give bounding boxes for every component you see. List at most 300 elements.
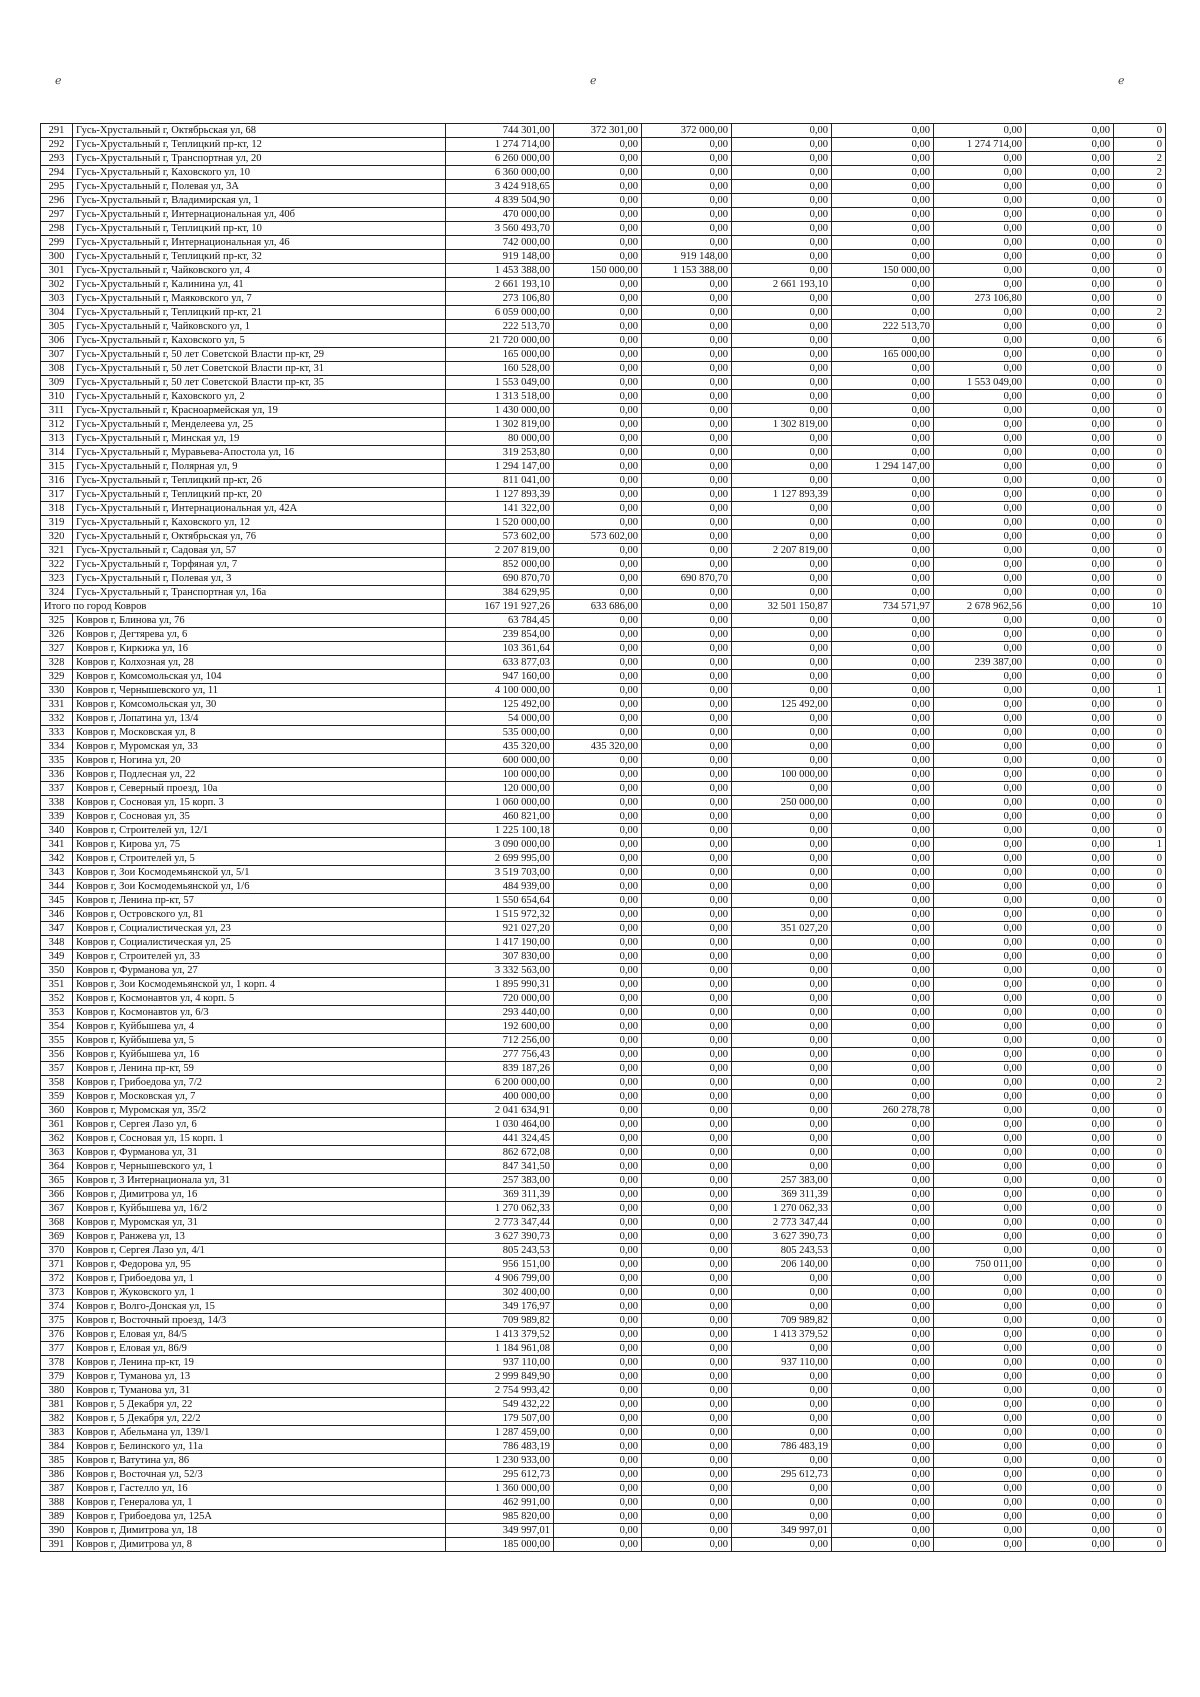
amount-col-3-cell: 0,00 [732,432,832,446]
row-number-cell: 300 [41,250,73,264]
total-amount-cell: 2 999 849,90 [446,1370,554,1384]
amount-col-1-cell: 0,00 [554,1160,642,1174]
amount-col-5-cell: 0,00 [934,334,1026,348]
row-number-cell: 331 [41,698,73,712]
amount-col-4-cell: 0,00 [832,1062,934,1076]
amount-col-2-cell: 0,00 [642,1272,732,1286]
amount-col-1-cell: 0,00 [554,502,642,516]
row-number-cell: 376 [41,1328,73,1342]
amount-col-5-cell: 0,00 [934,908,1026,922]
row-number-cell: 322 [41,558,73,572]
amount-col-5-cell: 0,00 [934,1230,1026,1244]
amount-col-1-cell: 0,00 [554,1496,642,1510]
count-cell: 0 [1114,1132,1166,1146]
amount-col-3-cell: 0,00 [732,502,832,516]
row-number-cell: 342 [41,852,73,866]
amount-col-3-cell: 0,00 [732,754,832,768]
amount-col-3-cell: 0,00 [732,362,832,376]
table-row [41,292,1166,306]
amount-col-3-cell: 709 989,82 [732,1314,832,1328]
amount-col-5-cell: 0,00 [934,1034,1026,1048]
row-number-cell: 324 [41,586,73,600]
count-cell: 0 [1114,992,1166,1006]
amount-col-3-cell: 0,00 [732,558,832,572]
total-amount-cell: 273 106,80 [446,292,554,306]
amount-col-3-cell: 0,00 [732,1006,832,1020]
amount-col-4-cell: 0,00 [832,978,934,992]
total-amount-cell: 1 030 464,00 [446,1118,554,1132]
amount-col-6-cell: 0,00 [1026,950,1114,964]
address-cell: Ковров г, Куйбышева ул, 16/2 [73,1202,446,1216]
amount-col-1-cell: 573 602,00 [554,530,642,544]
amount-col-2-cell: 0,00 [642,530,732,544]
amount-col-4-cell: 0,00 [832,1342,934,1356]
row-number-cell: 360 [41,1104,73,1118]
amount-col-2-cell: 0,00 [642,362,732,376]
amount-col-5-cell: 0,00 [934,544,1026,558]
amount-col-6-cell: 0,00 [1026,614,1114,628]
amount-col-6-cell: 0,00 [1026,418,1114,432]
amount-col-6-cell: 0,00 [1026,1104,1114,1118]
total-amount-cell: 6 059 000,00 [446,306,554,320]
address-cell: Ковров г, Муромская ул, 31 [73,1216,446,1230]
amount-col-2-cell: 0,00 [642,698,732,712]
amount-col-2-cell: 0,00 [642,306,732,320]
amount-col-3-cell: 0,00 [732,684,832,698]
total-amount-cell: 295 612,73 [446,1468,554,1482]
amount-col-2-cell: 1 153 388,00 [642,264,732,278]
amount-col-5-cell: 0,00 [934,880,1026,894]
amount-col-5-cell: 0,00 [934,1202,1026,1216]
row-number-cell: 310 [41,390,73,404]
address-cell: Ковров г, Грибоедова ул, 7/2 [73,1076,446,1090]
address-cell: Гусь-Хрустальный г, Калинина ул, 41 [73,278,446,292]
amount-col-6-cell: 0,00 [1026,1342,1114,1356]
total-amount-cell: 573 602,00 [446,530,554,544]
address-cell: Ковров г, Сосновая ул, 15 корп. 1 [73,1132,446,1146]
amount-col-3-cell: 0,00 [732,1132,832,1146]
amount-col-1-cell: 0,00 [554,1384,642,1398]
address-cell: Гусь-Хрустальный г, Садовая ул, 57 [73,544,446,558]
amount-col-3-cell: 0,00 [732,208,832,222]
amount-col-4-cell: 0,00 [832,908,934,922]
amount-col-1-cell: 0,00 [554,726,642,740]
amount-col-2-cell: 0,00 [642,1006,732,1020]
scan-marks [0,74,1200,88]
amount-col-1-cell: 0,00 [554,698,642,712]
amount-col-5-cell: 0,00 [934,670,1026,684]
amount-col-5-cell: 0,00 [934,432,1026,446]
address-cell: Гусь-Хрустальный г, Транспортная ул, 16а [73,586,446,600]
total-amount-cell: 921 027,20 [446,922,554,936]
count-cell: 0 [1114,502,1166,516]
amount-col-3-cell: 349 997,01 [732,1524,832,1538]
table-row [41,1020,1166,1034]
amount-col-3-cell: 0,00 [732,978,832,992]
amount-col-2-cell: 0,00 [642,936,732,950]
amount-col-5-cell: 0,00 [934,964,1026,978]
count-cell: 0 [1114,1454,1166,1468]
amount-col-1-cell: 435 320,00 [554,740,642,754]
amount-col-5-cell: 0,00 [934,530,1026,544]
count-cell: 0 [1114,726,1166,740]
amount-col-5-cell: 0,00 [934,558,1026,572]
amount-col-5-cell: 0,00 [934,236,1026,250]
amount-col-4-cell: 0,00 [832,838,934,852]
amount-col-5-cell: 0,00 [934,782,1026,796]
amount-col-6-cell: 0,00 [1026,1538,1114,1552]
amount-col-5-cell: 0,00 [934,894,1026,908]
amount-col-4-cell: 0,00 [832,1314,934,1328]
address-cell: Ковров г, Чернышевского ул, 11 [73,684,446,698]
amount-col-1-cell: 0,00 [554,572,642,586]
address-cell: Гусь-Хрустальный г, Октябрьская ул, 68 [73,124,446,138]
count-cell: 0 [1114,390,1166,404]
count-cell: 10 [1114,600,1166,614]
amount-col-6-cell: 0,00 [1026,320,1114,334]
count-cell: 0 [1114,642,1166,656]
amount-col-5-cell: 0,00 [934,362,1026,376]
amount-col-2-cell: 0,00 [642,1258,732,1272]
amount-col-6-cell: 0,00 [1026,1314,1114,1328]
amount-col-2-cell: 0,00 [642,292,732,306]
amount-col-2-cell: 0,00 [642,1244,732,1258]
amount-col-4-cell: 0,00 [832,1132,934,1146]
total-amount-cell: 3 332 563,00 [446,964,554,978]
count-cell: 0 [1114,446,1166,460]
amount-col-3-cell: 0,00 [732,1048,832,1062]
amount-col-5-cell: 1 274 714,00 [934,138,1026,152]
row-number-cell: 299 [41,236,73,250]
address-cell: Гусь-Хрустальный г, Теплицкий пр-кт, 10 [73,222,446,236]
amount-col-5-cell: 0,00 [934,222,1026,236]
scan-mark: ℯ [55,75,62,87]
amount-col-3-cell: 0,00 [732,628,832,642]
table-row [41,992,1166,1006]
address-cell: Ковров г, Муромская ул, 33 [73,740,446,754]
amount-col-3-cell: 0,00 [732,222,832,236]
row-number-cell: 326 [41,628,73,642]
amount-col-1-cell: 0,00 [554,460,642,474]
row-number-cell: 382 [41,1412,73,1426]
amount-col-5-cell: 0,00 [934,614,1026,628]
table-row [41,656,1166,670]
amount-col-5-cell: 0,00 [934,866,1026,880]
amount-col-1-cell: 0,00 [554,404,642,418]
amount-col-1-cell: 0,00 [554,768,642,782]
row-number-cell: 364 [41,1160,73,1174]
count-cell: 0 [1114,782,1166,796]
amount-col-1-cell: 0,00 [554,446,642,460]
subtotal-label: Итого по город Ковров [41,600,446,614]
amount-col-3-cell: 0,00 [732,824,832,838]
amount-col-3-cell: 0,00 [732,1482,832,1496]
amount-col-1-cell: 0,00 [554,222,642,236]
amount-col-5-cell: 0,00 [934,838,1026,852]
amount-col-4-cell: 0,00 [832,768,934,782]
amount-col-3-cell: 100 000,00 [732,768,832,782]
amount-col-2-cell: 0,00 [642,488,732,502]
address-cell: Гусь-Хрустальный г, Владимирская ул, 1 [73,194,446,208]
amount-col-3-cell: 0,00 [732,866,832,880]
total-amount-cell: 349 997,01 [446,1524,554,1538]
amount-col-6-cell: 0,00 [1026,628,1114,642]
row-number-cell: 320 [41,530,73,544]
amount-col-1-cell: 0,00 [554,628,642,642]
count-cell: 0 [1114,1314,1166,1328]
count-cell: 0 [1114,810,1166,824]
total-amount-cell: 1 294 147,00 [446,460,554,474]
amount-col-6-cell: 0,00 [1026,390,1114,404]
address-cell: Ковров г, Фурманова ул, 31 [73,1146,446,1160]
total-amount-cell: 1 553 049,00 [446,376,554,390]
table-row [41,712,1166,726]
amount-col-5-cell: 0,00 [934,1538,1026,1552]
amount-col-5-cell: 0,00 [934,1510,1026,1524]
row-number-cell: 340 [41,824,73,838]
amount-col-6-cell: 0,00 [1026,264,1114,278]
amount-col-6-cell: 0,00 [1026,404,1114,418]
table-row [41,222,1166,236]
amount-col-4-cell: 0,00 [832,740,934,754]
address-cell: Ковров г, Ногина ул, 20 [73,754,446,768]
row-number-cell: 353 [41,1006,73,1020]
count-cell: 0 [1114,1048,1166,1062]
count-cell: 0 [1114,628,1166,642]
amount-col-4-cell: 0,00 [832,152,934,166]
amount-col-4-cell: 0,00 [832,1398,934,1412]
amount-col-6-cell: 0,00 [1026,796,1114,810]
address-cell: Ковров г, Социалистическая ул, 23 [73,922,446,936]
row-number-cell: 387 [41,1482,73,1496]
amount-col-3-cell: 0,00 [732,292,832,306]
amount-col-5-cell: 0,00 [934,194,1026,208]
count-cell: 0 [1114,1202,1166,1216]
row-number-cell: 297 [41,208,73,222]
amount-col-2-cell: 0,00 [642,1174,732,1188]
amount-col-6-cell: 0,00 [1026,474,1114,488]
amount-col-2-cell: 0,00 [642,852,732,866]
amount-col-5-cell: 0,00 [934,516,1026,530]
amount-col-5-cell: 0,00 [934,278,1026,292]
row-number-cell: 325 [41,614,73,628]
table-row [41,810,1166,824]
row-number-cell: 315 [41,460,73,474]
amount-col-4-cell: 0,00 [832,922,934,936]
total-amount-cell: 165 000,00 [446,348,554,362]
amount-col-4-cell: 0,00 [832,180,934,194]
row-number-cell: 323 [41,572,73,586]
amount-col-1-cell: 0,00 [554,1426,642,1440]
amount-col-4-cell: 0,00 [832,432,934,446]
count-cell: 0 [1114,1160,1166,1174]
row-number-cell: 298 [41,222,73,236]
amount-col-6-cell: 0,00 [1026,152,1114,166]
amount-col-4-cell: 0,00 [832,614,934,628]
amount-col-3-cell: 0,00 [732,964,832,978]
amount-col-4-cell: 0,00 [832,250,934,264]
address-cell: Гусь-Хрустальный г, Минская ул, 19 [73,432,446,446]
address-cell: Ковров г, Зои Космодемьянской ул, 1/6 [73,880,446,894]
total-amount-cell: 549 432,22 [446,1398,554,1412]
total-amount-cell: 441 324,45 [446,1132,554,1146]
total-amount-cell: 2 661 193,10 [446,278,554,292]
row-number-cell: 350 [41,964,73,978]
table-row [41,278,1166,292]
address-cell: Гусь-Хрустальный г, Полевая ул, 3 [73,572,446,586]
count-cell: 0 [1114,740,1166,754]
table-row [41,1160,1166,1174]
amount-col-1-cell: 0,00 [554,1412,642,1426]
amount-col-6-cell: 0,00 [1026,138,1114,152]
address-cell: Гусь-Хрустальный г, Интернациональная ул, 40б [73,208,446,222]
count-cell: 0 [1114,1216,1166,1230]
table-row [41,1440,1166,1454]
amount-col-3-cell: 0,00 [732,740,832,754]
amount-col-3-cell: 0,00 [732,404,832,418]
count-cell: 0 [1114,1272,1166,1286]
amount-col-4-cell: 0,00 [832,278,934,292]
amount-col-5-cell: 0,00 [934,1384,1026,1398]
amount-col-2-cell: 0,00 [642,1468,732,1482]
amount-col-1-cell: 0,00 [554,1370,642,1384]
amount-col-1-cell: 0,00 [554,824,642,838]
amount-col-6-cell: 0,00 [1026,334,1114,348]
amount-col-4-cell: 0,00 [832,1188,934,1202]
row-number-cell: 304 [41,306,73,320]
amount-col-1-cell: 0,00 [554,1090,642,1104]
table-row [41,1146,1166,1160]
amount-col-2-cell: 0,00 [642,1412,732,1426]
count-cell: 0 [1114,1244,1166,1258]
amount-col-1-cell: 0,00 [554,334,642,348]
row-number-cell: 369 [41,1230,73,1244]
table-row [41,796,1166,810]
table-row [41,334,1166,348]
total-amount-cell: 847 341,50 [446,1160,554,1174]
amount-col-2-cell: 0,00 [642,894,732,908]
amount-col-3-cell: 0,00 [732,656,832,670]
count-cell: 0 [1114,1412,1166,1426]
total-amount-cell: 535 000,00 [446,726,554,740]
amount-col-6-cell: 0,00 [1026,306,1114,320]
amount-col-3-cell: 0,00 [732,712,832,726]
address-cell: Ковров г, Сосновая ул, 15 корп. 3 [73,796,446,810]
count-cell: 0 [1114,320,1166,334]
total-amount-cell: 1 520 000,00 [446,516,554,530]
table-row [41,1104,1166,1118]
table-row [41,558,1166,572]
row-number-cell: 313 [41,432,73,446]
count-cell: 0 [1114,278,1166,292]
amount-col-3-cell: 0,00 [732,1510,832,1524]
amount-col-5-cell: 0,00 [934,950,1026,964]
amount-col-3-cell: 0,00 [732,838,832,852]
amount-col-2-cell: 0,00 [642,1090,732,1104]
address-cell: Гусь-Хрустальный г, 50 лет Советской Власти пр-кт, 29 [73,348,446,362]
amount-col-4-cell: 0,00 [832,824,934,838]
amount-col-1-cell: 0,00 [554,978,642,992]
table-row [41,166,1166,180]
amount-col-3-cell: 0,00 [732,908,832,922]
total-amount-cell: 2 207 819,00 [446,544,554,558]
total-amount-cell: 720 000,00 [446,992,554,1006]
amount-col-5-cell: 0,00 [934,1076,1026,1090]
amount-col-4-cell: 0,00 [832,726,934,740]
amount-col-4-cell: 0,00 [832,1258,934,1272]
amount-col-4-cell: 0,00 [832,1118,934,1132]
amount-col-6-cell: 0,00 [1026,446,1114,460]
amount-col-1-cell: 0,00 [554,684,642,698]
total-amount-cell: 3 424 918,65 [446,180,554,194]
count-cell: 0 [1114,698,1166,712]
amount-col-1-cell: 0,00 [554,1034,642,1048]
row-number-cell: 348 [41,936,73,950]
row-number-cell: 355 [41,1034,73,1048]
amount-col-4-cell: 0,00 [832,1244,934,1258]
table-row [41,922,1166,936]
count-cell: 0 [1114,1118,1166,1132]
amount-col-2-cell: 0,00 [642,1496,732,1510]
amount-col-3-cell: 0,00 [732,1496,832,1510]
count-cell: 2 [1114,166,1166,180]
table-row [41,1272,1166,1286]
count-cell: 0 [1114,1006,1166,1020]
amount-col-5-cell: 0,00 [934,1272,1026,1286]
amount-col-4-cell: 0,00 [832,194,934,208]
total-amount-cell: 1 302 819,00 [446,418,554,432]
amount-col-3-cell: 206 140,00 [732,1258,832,1272]
amount-col-5-cell: 750 011,00 [934,1258,1026,1272]
table-row [41,1510,1166,1524]
amount-col-1-cell: 0,00 [554,1006,642,1020]
amount-col-1-cell: 0,00 [554,922,642,936]
count-cell: 0 [1114,614,1166,628]
amount-col-2-cell: 0,00 [642,376,732,390]
amount-col-6-cell: 0,00 [1026,180,1114,194]
amount-col-2-cell: 0,00 [642,754,732,768]
amount-col-4-cell: 0,00 [832,418,934,432]
amount-col-5-cell: 0,00 [934,754,1026,768]
table-row [41,1300,1166,1314]
amount-col-6-cell: 0,00 [1026,586,1114,600]
amount-col-4-cell: 0,00 [832,1328,934,1342]
total-amount-cell: 1 895 990,31 [446,978,554,992]
amount-col-4-cell: 0,00 [832,376,934,390]
amount-col-6-cell: 0,00 [1026,278,1114,292]
address-cell: Ковров г, Ранжева ул, 13 [73,1230,446,1244]
amount-col-3-cell: 0,00 [732,572,832,586]
total-amount-cell: 862 672,08 [446,1146,554,1160]
amount-col-3-cell: 0,00 [732,1454,832,1468]
amount-col-1-cell: 0,00 [554,390,642,404]
table-row [41,376,1166,390]
amount-col-6-cell: 0,00 [1026,1468,1114,1482]
amount-col-1-cell: 0,00 [554,1440,642,1454]
amount-col-5-cell: 0,00 [934,264,1026,278]
amount-col-6-cell: 0,00 [1026,236,1114,250]
count-cell: 0 [1114,1286,1166,1300]
amount-col-2-cell: 0,00 [642,1328,732,1342]
table-row [41,1524,1166,1538]
amount-col-6-cell: 0,00 [1026,1286,1114,1300]
row-number-cell: 294 [41,166,73,180]
amount-col-3-cell: 0,00 [732,446,832,460]
amount-col-1-cell: 0,00 [554,320,642,334]
total-amount-cell: 21 720 000,00 [446,334,554,348]
table-row [41,838,1166,852]
total-amount-cell: 6 360 000,00 [446,166,554,180]
